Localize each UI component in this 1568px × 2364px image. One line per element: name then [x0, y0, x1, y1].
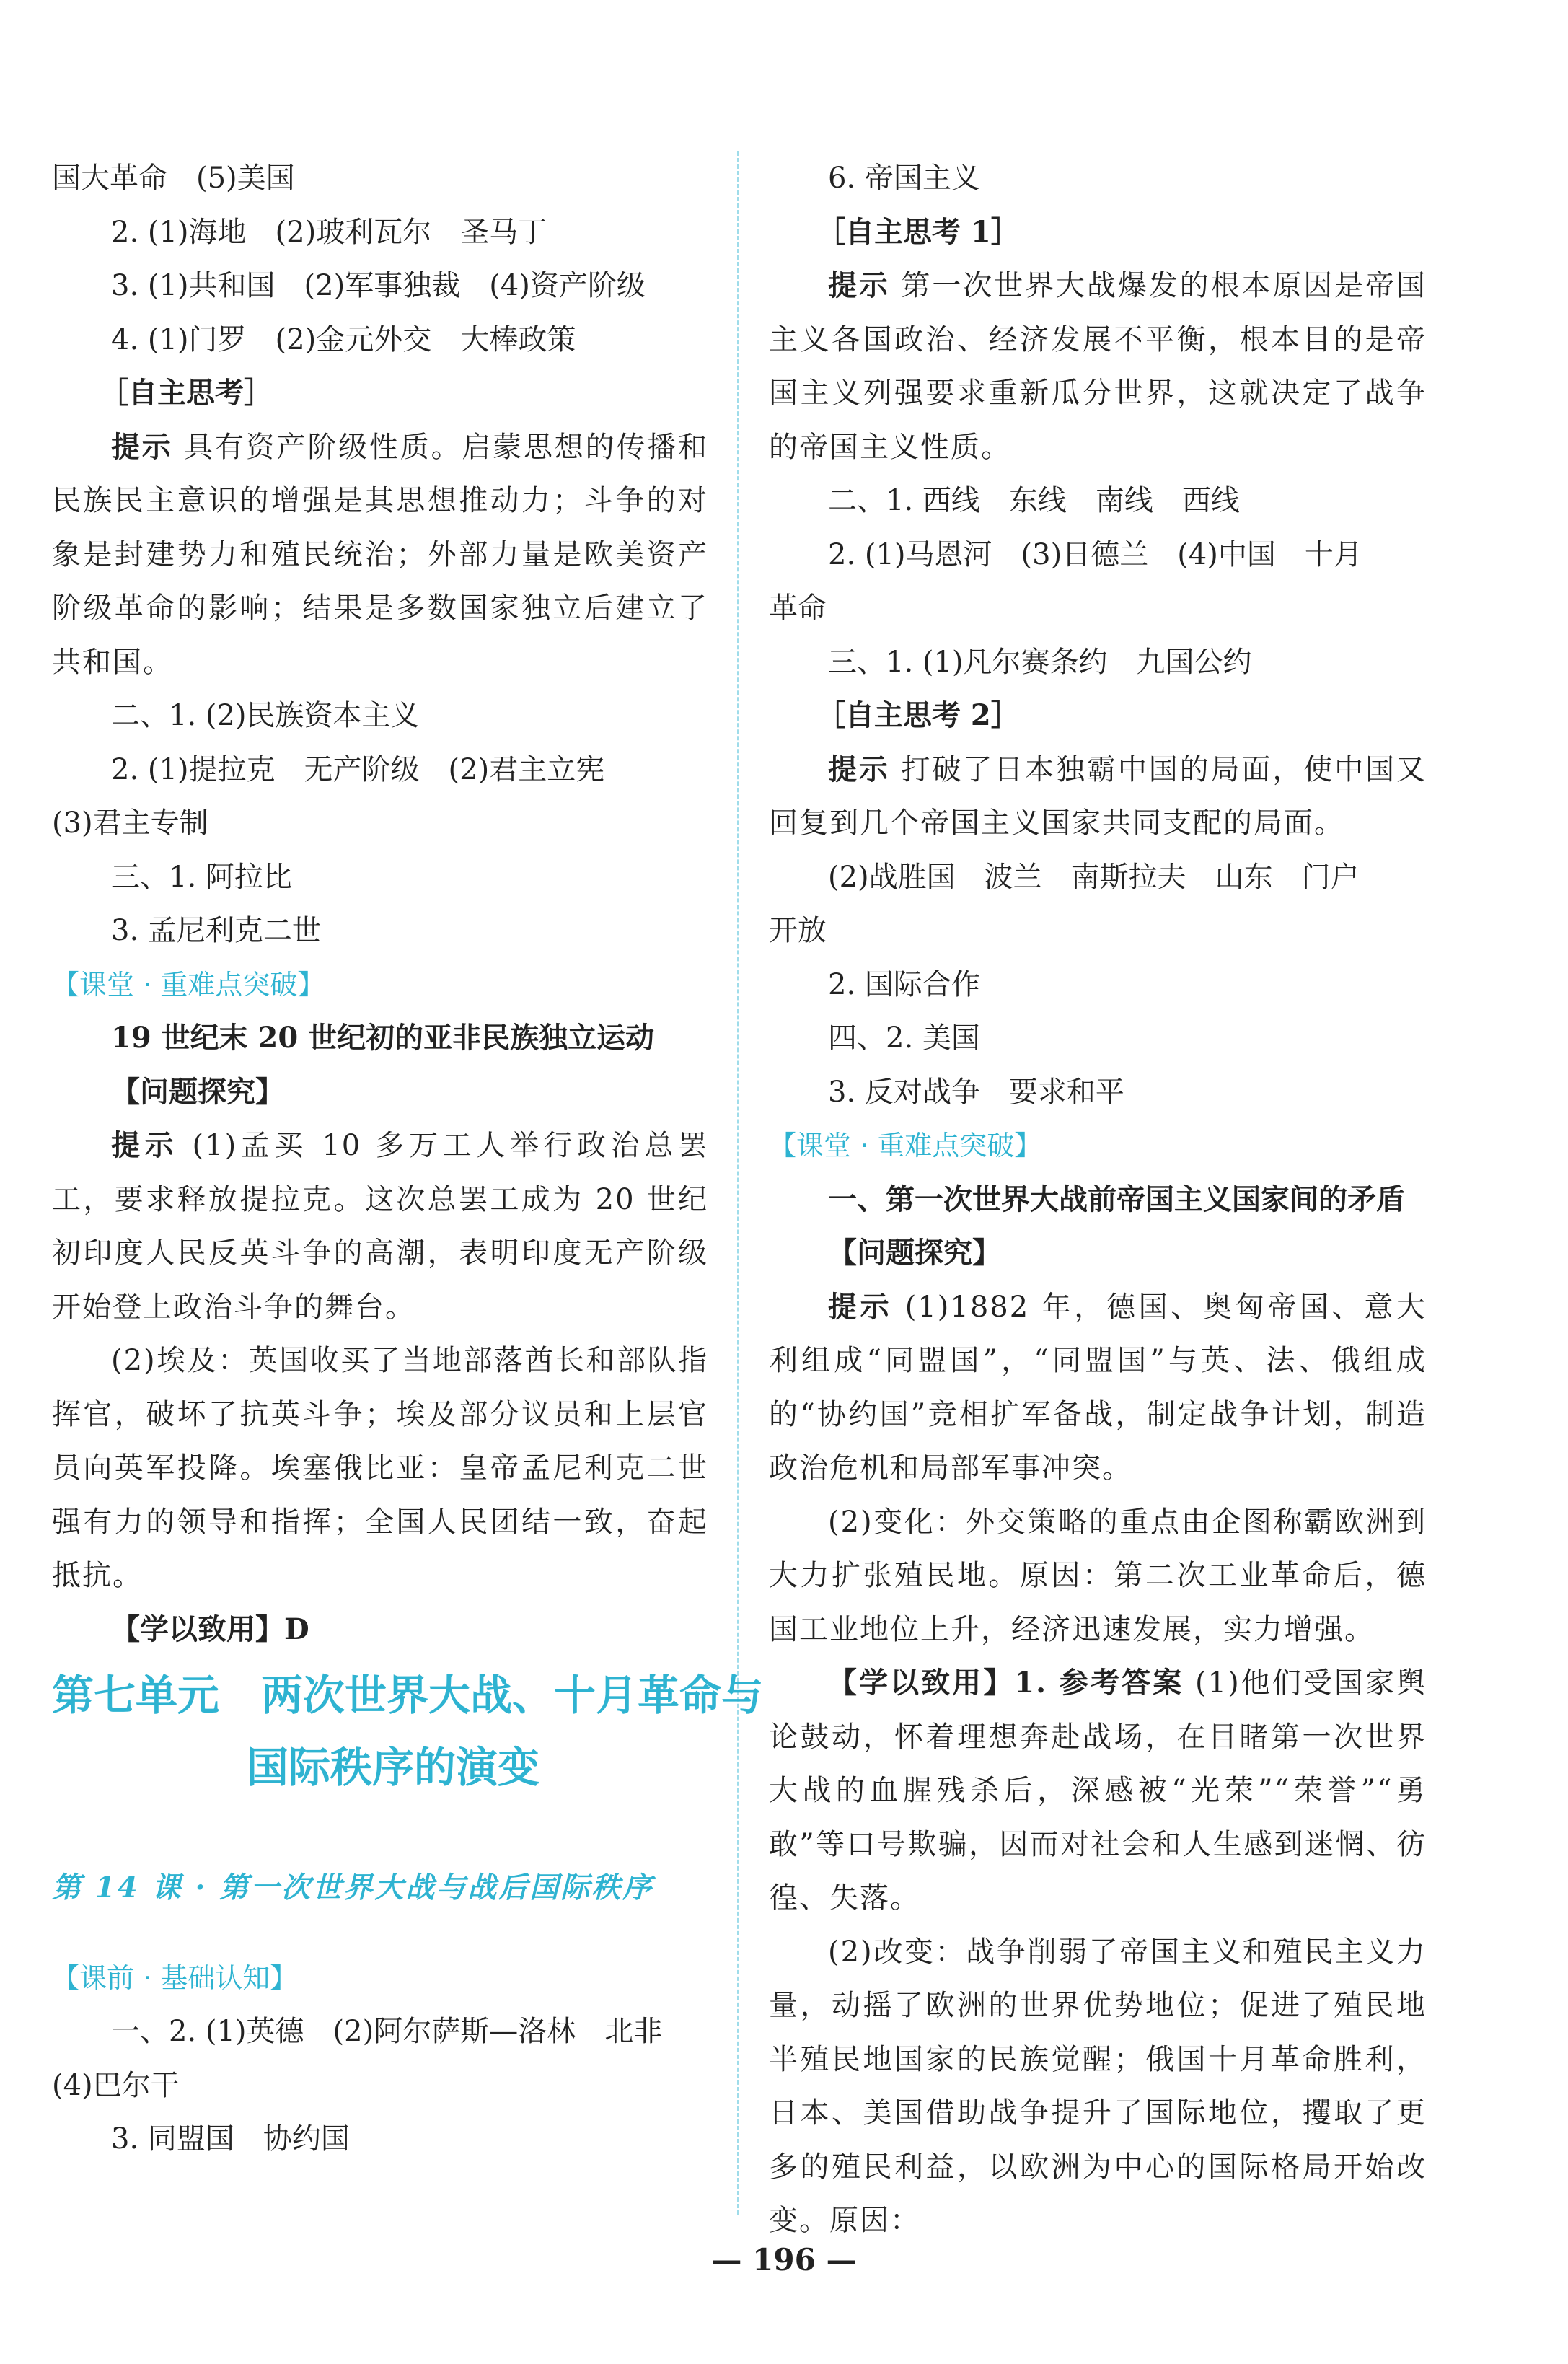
column-divider: [737, 151, 739, 2215]
tip-paragraph: [52, 421, 708, 690]
answer-line: 6. 帝国主义: [828, 162, 980, 195]
tip-text: 第一次世界大战爆发的根本原因是帝国主义各国政治、经济发展不平衡，根本目的是帝国主义列强要求重新瓜分世界，这就决定了战争的帝国主义性质。: [769, 269, 1427, 464]
tip-label: 提示: [111, 1128, 179, 1162]
think-heading: ［自主思考 1］: [816, 214, 1020, 249]
tip-paragraph: [769, 259, 1427, 474]
tip-paragraph: [769, 1280, 1427, 1495]
answer-line: 2. (1)提拉克 无产阶级 (2)君主立宪: [111, 752, 605, 786]
tip-text: 具有资产阶级性质。启蒙思想的传播和民族民主意识的增强是其思想推动力；斗争的对象是封建势力和殖民统治；外部力量是欧美资产阶级革命的影响；结果是多数国家独立后建立了共和国。: [52, 430, 709, 679]
unit-title-line1: 第七单元 两次世界大战、十月革命与: [52, 1671, 764, 1720]
answer-line: 三、1. (1)凡尔赛条约 九国公约: [828, 645, 1252, 679]
topic-heading: 19 世纪末 20 世纪初的亚非民族独立运动: [111, 1021, 655, 1055]
tip-paragraph: (2)埃及：英国收买了当地部落酋长和部队指挥官，破坏了抗英斗争；埃及部分议员和上层官员向英军投降。埃塞俄比亚：皇帝孟尼利克二世强有力的领导和指挥；全国人民团结一致，奋起抵抗。: [52, 1344, 708, 1592]
answer-line: 二、1. 西线 东线 南线 西线: [828, 484, 1240, 517]
answer-line: 3. 反对战争 要求和平: [828, 1075, 1124, 1109]
apply-paragraph: [769, 1656, 1427, 1925]
answer-line: 二、1. (2)民族资本主义: [111, 699, 420, 732]
tip-label: 提示: [828, 752, 890, 786]
answer-line: 2. (1)马恩河 (3)日德兰 (4)中国 十月: [828, 537, 1362, 571]
section-tag: 【课前 · 基础认知】: [52, 1961, 298, 1994]
section-tag: 【课堂 · 重难点突破】: [769, 1130, 1042, 1161]
answer-line: 国大革命 (5)美国: [52, 162, 295, 195]
explore-heading: 【问题探究】: [111, 1074, 284, 1109]
tip-paragraph: (2)变化：外交策略的重点由企图称霸欧洲到大力扩张殖民地。原因：第二次工业革命后，德国工业地位上升，经济迅速发展，实力增强。: [769, 1505, 1427, 1646]
answer-line: (2)战胜国 波兰 南斯拉夫 山东 门户: [828, 860, 1360, 894]
answer-line: 3. 同盟国 协约国: [111, 2122, 350, 2156]
think-heading: ［自主思考］: [100, 376, 273, 410]
tip-text: (1)孟买 10 多万工人举行政治总罢工，要求释放提拉克。这次总罢工成为 20 世纪初印度人民反英斗争的高潮，表明印度无产阶级开始登上政治斗争的舞台。: [52, 1129, 709, 1324]
answer-line: 2. 国际合作: [828, 967, 980, 1001]
tip-label: 提示: [828, 1289, 893, 1324]
left-column: [52, 151, 764, 2166]
answer-line: 三、1. 阿拉比: [111, 860, 292, 894]
right-column: [769, 151, 1427, 2248]
apply-line: 【学以致用】D: [111, 1612, 309, 1646]
unit-title-line2: 国际秩序的演变: [247, 1743, 540, 1792]
section-tag: 【课堂 · 重难点突破】: [52, 968, 325, 1001]
explore-heading: 【问题探究】: [828, 1236, 1001, 1270]
think-heading: ［自主思考 2］: [816, 698, 1020, 732]
tip-text: (1)1882 年，德国、奥匈帝国、意大利组成“同盟国”，“同盟国”与英、法、俄组成的“协约国”竞相扩军备战，制定战争计划，制造政治危机和局部军事冲突。: [769, 1290, 1427, 1485]
tip-paragraph: [52, 1119, 708, 1334]
answer-line: 3. (1)共和国 (2)军事独裁 (4)资产阶级: [111, 269, 646, 302]
apply-text: (1)他们受国家舆论鼓动，怀着理想奔赴战场，在目睹第一次世界大战的血腥残杀后，深感被“光荣”“荣誉”“勇敢”等口号欺骗，因而对社会和人生感到迷惘、彷徨、失落。: [769, 1666, 1427, 1915]
answer-line: (3)君主专制: [52, 807, 208, 840]
tip-paragraph: [769, 743, 1427, 851]
answer-line: 一、2. (1)英德 (2)阿尔萨斯—洛林 北非: [111, 2015, 663, 2048]
topic-heading: 一、第一次世界大战前帝国主义国家间的矛盾: [828, 1182, 1405, 1216]
apply-label: 【学以致用】1. 参考答案: [828, 1666, 1184, 1700]
answer-line: 3. 孟尼利克二世: [111, 914, 321, 947]
answer-line: (4)巴尔干: [52, 2068, 180, 2102]
tip-text: 打破了日本独霸中国的局面，使中国又回复到几个帝国主义国家共同支配的局面。: [769, 752, 1427, 840]
tip-label: 提示: [111, 429, 173, 464]
answer-line: 四、2. 美国: [828, 1021, 980, 1055]
page-number: — 196 —: [711, 2242, 857, 2277]
answer-line: 革命: [769, 592, 827, 625]
answer-line: 4. (1)门罗 (2)金元外交 大棒政策: [111, 322, 576, 356]
apply-paragraph: (2)改变：战争削弱了帝国主义和殖民主义力量，动摇了欧洲的世界优势地位；促进了殖民地半殖民地国家的民族觉醒；俄国十月革命胜利，日本、美国借助战争提升了国际地位，攫取了更多的殖民利益，以欧洲为中心的国际格局开始改变。原因：: [769, 1935, 1427, 2237]
lesson-title: 第 14 课 · 第一次世界大战与战后国际秩序: [52, 1871, 654, 1904]
answer-line: 开放: [769, 914, 827, 947]
tip-label: 提示: [828, 268, 890, 302]
answer-line: 2. (1)海地 (2)玻利瓦尔 圣马丁: [111, 215, 547, 249]
